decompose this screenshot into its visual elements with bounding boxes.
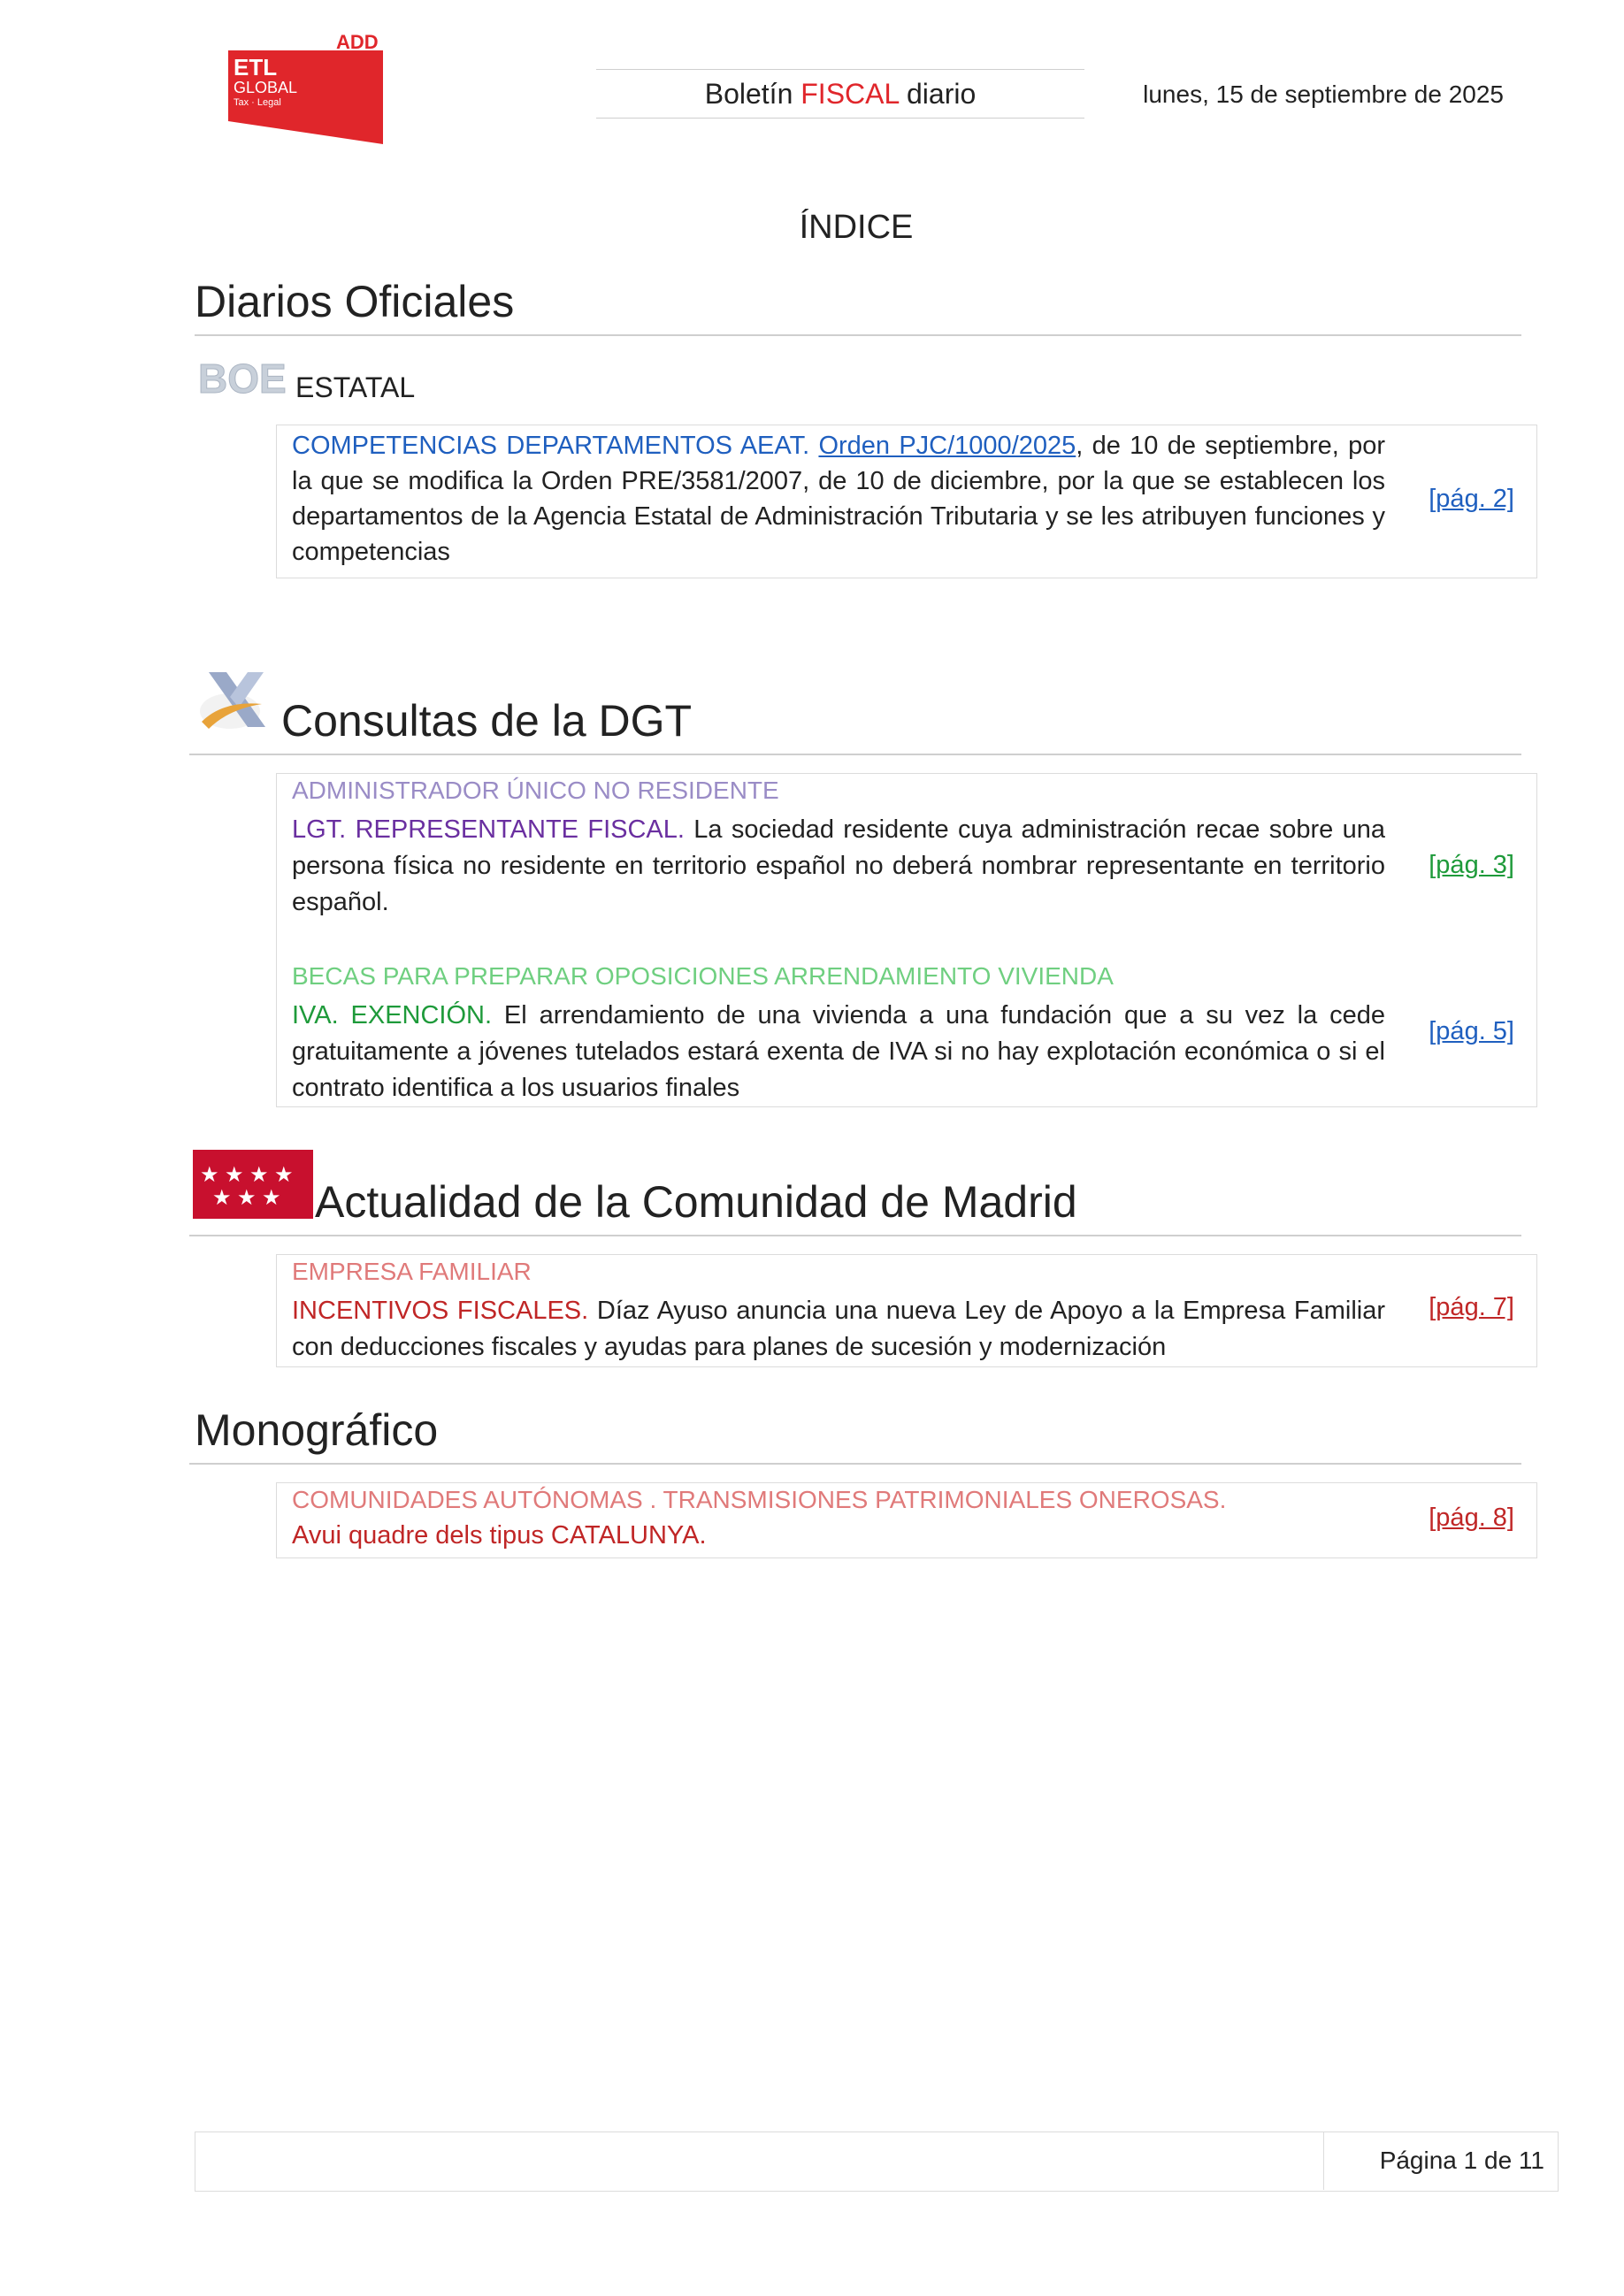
entry-aeat-text: [292, 428, 1385, 570]
boe-logo-text: BOE: [198, 356, 287, 398]
svg-text:★: ★: [249, 1162, 269, 1187]
section-rule: [195, 334, 1521, 336]
section-rule: [189, 1463, 1521, 1465]
entry-kicker: IVA. EXENCIÓN.: [292, 1001, 493, 1029]
logo-tag-text: Tax · Legal: [234, 97, 281, 108]
entry-kicker: LGT. REPRESENTANTE FISCAL.: [292, 815, 685, 844]
section-heading-dgt: Consultas de la DGT: [281, 696, 693, 746]
svg-text:★: ★: [200, 1162, 219, 1187]
entry-title-becas: BECAS PARA PREPARAR OPOSICIONES ARRENDAMIENTO VIVIENDA: [292, 962, 1114, 990]
section-heading-madrid: Actualidad de la Comunidad de Madrid: [315, 1177, 1077, 1227]
index-title: ÍNDICE: [799, 209, 914, 246]
agencia-tributaria-logo: [196, 665, 271, 739]
svg-text:★: ★: [212, 1185, 232, 1210]
entry-catalunya-text: Avui quadre dels tipus CATALUNYA.: [292, 1521, 707, 1550]
entry-title-comunidades: COMUNIDADES AUTÓNOMAS . TRANSMISIONES PATRIMONIALES ONEROSAS.: [292, 1486, 1227, 1513]
page-link-7[interactable]: [pág. 7]: [1429, 1293, 1514, 1321]
section-rule: [189, 1235, 1521, 1236]
entry-body: , de 10 de septiembre, por la que se modifica la Orden PRE/3581/2007, de 10 de diciembre, por la que se establecen los departamentos de la Agencia Estatal de Administración Tributaria y se les atribuyen funciones y competencias: [292, 432, 1385, 566]
section-heading-monografico: Monográfico: [195, 1405, 439, 1455]
page-link-8[interactable]: [pág. 8]: [1429, 1504, 1514, 1532]
svg-text:★: ★: [225, 1162, 244, 1187]
svg-text:★: ★: [237, 1185, 257, 1210]
entry-title-administrador: ADMINISTRADOR ÚNICO NO RESIDENTE: [292, 777, 779, 804]
entry-empresa-text: [292, 1293, 1385, 1366]
page-link-2[interactable]: [pág. 2]: [1429, 485, 1514, 513]
title-post: diario: [899, 78, 977, 110]
svg-text:★: ★: [274, 1162, 294, 1187]
logo-add-text: ADD: [336, 31, 379, 53]
page-number: Página 1 de 11: [1379, 2147, 1544, 2174]
etl-global-logo: [219, 31, 387, 146]
title-pre: Boletín: [704, 78, 801, 110]
entry-kicker: INCENTIVOS FISCALES.: [292, 1297, 589, 1325]
entry-becas-text: [292, 998, 1385, 1106]
entry-administrador-text: [292, 812, 1385, 921]
madrid-flag-icon: [193, 1150, 313, 1219]
entry-body: La sociedad residente cuya administración recae sobre una persona física no residente en territorio español no deberá nombrar representante en territorio español.: [292, 815, 1385, 916]
sub-heading-estatal: ESTATAL: [295, 371, 416, 403]
entry-body: El arrendamiento de una vivienda a una fundación que a su vez la cede gratuitamente a jóvenes tutelados estará exenta de IVA si no hay explotación económica o si el contrato identifica a los usuarios finales: [292, 1001, 1386, 1102]
svg-text:★: ★: [262, 1185, 281, 1210]
entry-title-empresa: EMPRESA FAMILIAR: [292, 1258, 532, 1285]
boe-logo: [196, 356, 295, 398]
entry-kicker: COMPETENCIAS DEPARTAMENTOS AEAT.: [292, 432, 819, 460]
bulletin-title: [596, 69, 1084, 119]
title-highlight: FISCAL: [801, 78, 900, 110]
logo-global-text: GLOBAL: [234, 79, 298, 96]
logo-etl-text: ETL: [234, 54, 278, 80]
entry-body: Díaz Ayuso anuncia una nueva Ley de Apoyo a la Empresa Familiar con deducciones fiscales y ayudas para planes de sucesión y modernización: [292, 1297, 1385, 1361]
page-link-3[interactable]: [pág. 3]: [1429, 851, 1514, 879]
page-link-5[interactable]: [pág. 5]: [1429, 1017, 1514, 1045]
section-rule: [189, 754, 1521, 755]
bulletin-date: lunes, 15 de septiembre de 2025: [1143, 80, 1504, 108]
orden-link[interactable]: Orden PJC/1000/2025: [818, 432, 1076, 460]
section-heading-diarios: Diarios Oficiales: [195, 277, 515, 326]
